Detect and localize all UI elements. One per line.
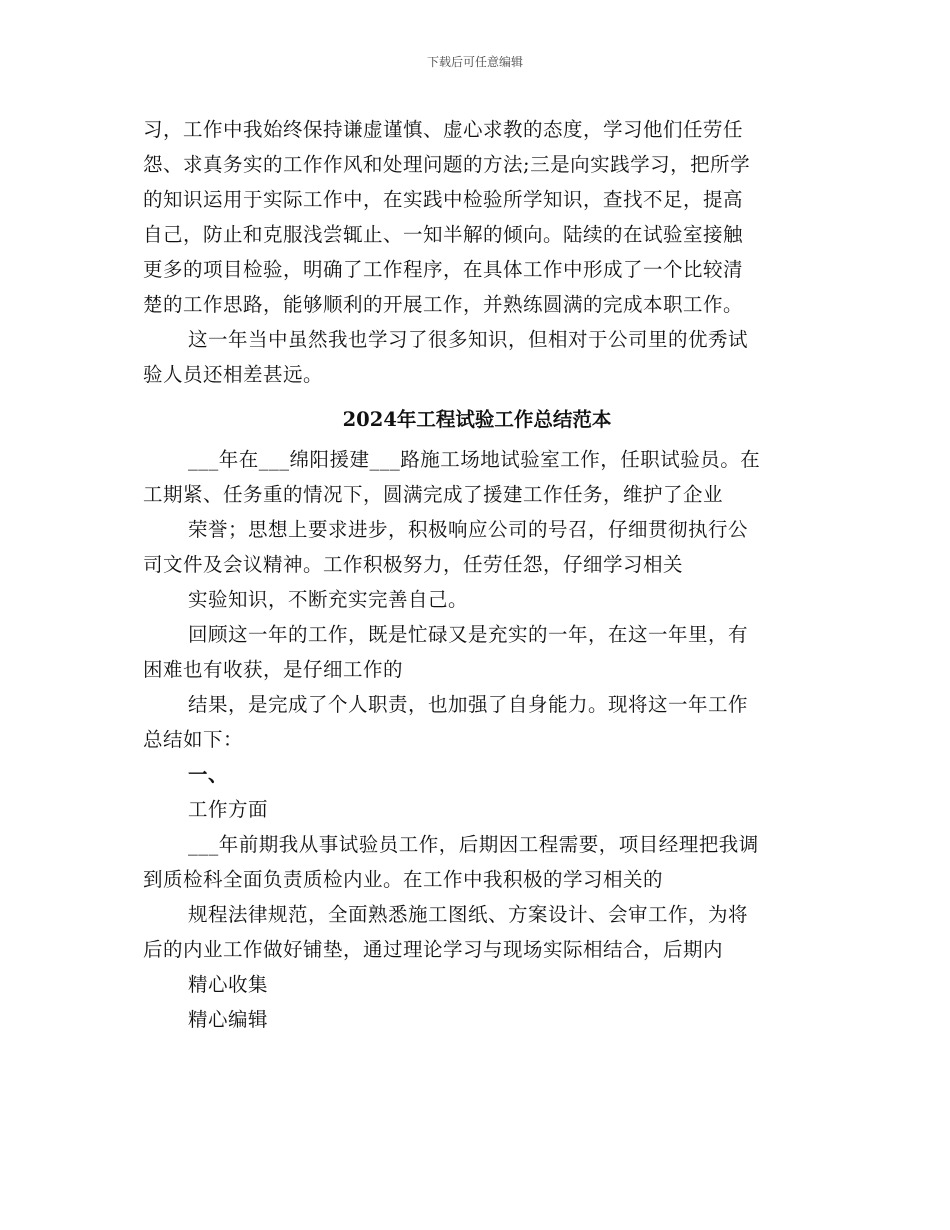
paragraph-line: 验人员还相差甚远。 <box>143 363 324 386</box>
paragraph-line: 习，工作中我始终保持谦虚谨慎、虚心求教的态度，学习他们任劳任 <box>143 118 744 141</box>
paragraph-line: 后的内业工作做好铺垫，通过理论学习与现场实际相结合，后期内 <box>143 938 724 961</box>
paragraph-line: 自己，防止和克服浅尝辄止、一知半解的倾向。陆续的在试验室接触 <box>143 223 744 246</box>
paragraph-line: 到质检科全面负责质检内业。在工作中我积极的学习相关的 <box>143 868 664 891</box>
paragraph-line: 的知识运用于实际工作中，在实践中检验所学知识，查找不足，提高 <box>143 188 744 211</box>
document-body <box>143 112 811 1037</box>
paragraph-line: 工期紧、任务重的情况下，圆满完成了援建工作任务，维护了企业 <box>143 483 724 506</box>
paragraph-line: 司文件及会议精神。工作积极努力，任劳任怨，仔细学习相关 <box>143 553 684 576</box>
paragraph-line: 更多的项目检验，明确了工作程序，在具体工作中形成了一个比较清 <box>143 258 744 281</box>
subsection-heading: 工作方面 <box>188 798 269 821</box>
paragraph-line: 楚的工作思路，能够顺利的开展工作，并熟练圆满的完成本职工作。 <box>143 293 744 316</box>
paragraph-line: 困难也有收获，是仔细工作的 <box>143 658 404 681</box>
section-title: 2024年工程试验工作总结范本 <box>342 408 612 431</box>
paragraph-line: 精心编辑 <box>188 1008 269 1031</box>
section-number: 一、 <box>188 763 229 786</box>
paragraph-line: ___年在___绵阳援建___路施工场地试验室工作，任职试验员。在 <box>188 448 761 471</box>
page-header: 下载后可任意编辑 <box>426 55 523 69</box>
paragraph-line: 怨、求真务实的工作作风和处理问题的方法;三是向实践学习，把所学 <box>143 153 751 176</box>
paragraph-line: 实验知识，不断充实完善自己。 <box>188 588 469 611</box>
paragraph-line: 总结如下： <box>143 728 244 751</box>
paragraph-line: 精心收集 <box>188 973 269 996</box>
paragraph-line: 这一年当中虽然我也学习了很多知识，但相对于公司里的优秀试 <box>188 328 749 351</box>
paragraph-line: 荣誉；思想上要求进步，积极响应公司的号召，仔细贯彻执行公 <box>188 518 749 541</box>
paragraph-line: ___年前期我从事试验员工作，后期因工程需要，项目经理把我调 <box>188 833 759 856</box>
paragraph-line: 规程法律规范，全面熟悉施工图纸、方案设计、会审工作，为将 <box>188 903 749 926</box>
paragraph-line: 结果，是完成了个人职责，也加强了自身能力。现将这一年工作 <box>188 693 749 716</box>
paragraph-line: 回顾这一年的工作，既是忙碌又是充实的一年，在这一年里，有 <box>188 623 749 646</box>
